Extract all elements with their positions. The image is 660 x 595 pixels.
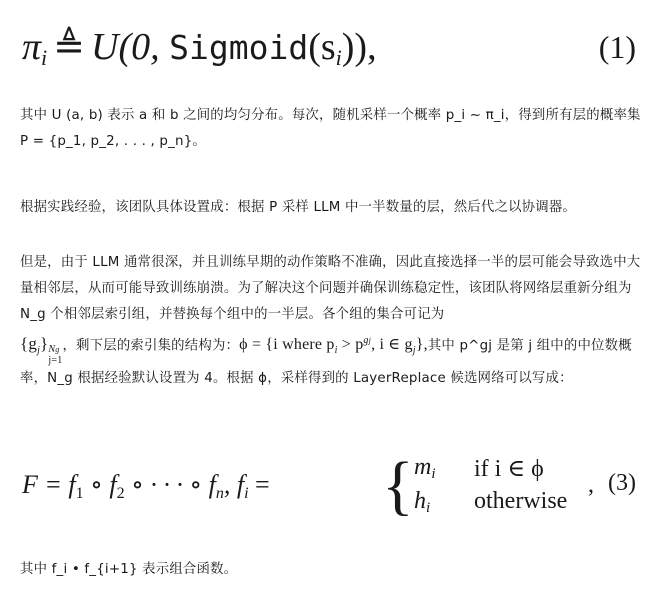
equation-3-number: (3) [608,470,636,496]
sigmoid-arg: (s [308,26,336,68]
paragraph-3-part-2: ，剩下层的索引集的结构为： [62,338,240,354]
equation-1-body [22,22,377,83]
pi-symbol: π [22,26,42,68]
paragraph-3-part-3: 其中 p^gj 是第 j 组中的中位数概率，N_g 根据经验默认设置为 4。根据 ϕ，采样得到的 LayerReplace 候选网络可以写成： [20,338,632,387]
paragraph-3 [20,250,645,392]
paragraph-3-part-1: 但是，由于 LLM 通常很深，并且训练早期的动作策略不准确，因此直接选择一半的层可能会导致选中大量相邻层，从而可能导致训练崩溃。为了解决这个问题并确保训练稳定性，该团队将网络层重新分组为 N_g 个相邻层索引组，并替换每个组中的一半层。各个组的集合可记为 [20,255,641,322]
groups-set-math: $\{g_j\}$ Ng j=1 [20,334,63,367]
cases-brace: { [382,449,414,522]
case-2: $h_i$ otherwise [414,488,568,516]
case-1-condition: if i ∈ ϕ [474,456,544,482]
uniform-u: U(0, [91,26,170,68]
equation-3 [22,448,640,528]
paragraph-2: 根据实践经验，该团队具体设置成：根据 P 采样 LLM 中一半数量的层，然后代之以协调器。 [20,200,577,215]
defeq-symbol: ≜ [53,26,86,68]
equation-1 [22,22,640,72]
paragraph-1: 其中 U (a, b) 表示 a 和 b 之间的均匀分布。每次，随机采样一个概率 p_i ~ π_i，得到所有层的概率集 P = {p_1, p_2, . . . , p_n}。 [20,108,641,149]
pi-subscript: i [41,45,48,70]
case-2-condition: otherwise [474,488,568,514]
equation-3-lhs: $F = f_1$ ∘ $f_2$ ∘ · · · ∘ $f_n$, $f_i$ = [22,470,270,502]
equation-3-comma: , [588,472,594,498]
sigmoid-arg-sub: i [335,45,342,70]
phi-set-math: ϕ = {i where $p_i > p^{gj}$, i ∈ $g_j$}, [239,335,428,357]
sigmoid-label: Sigmoid [169,28,309,67]
case-1: $m_i$ if i ∈ ϕ [414,454,544,482]
paragraph-4: 其中 f_i • f_{i+1} 表示组合函数。 [20,562,238,577]
equation-1-close: )), [341,26,377,68]
equation-1-number: (1) [598,29,636,65]
